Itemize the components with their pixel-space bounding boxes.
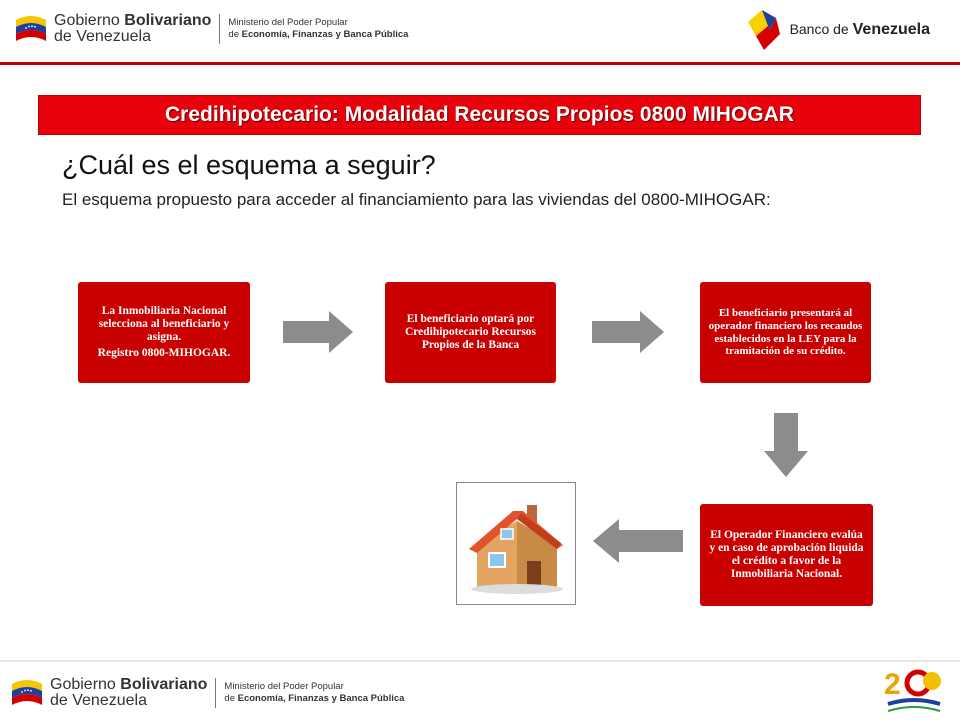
ministry-line1: Ministerio del Poder Popular [228,17,348,29]
footer-gov-logo [10,676,404,710]
footer-divider [0,660,960,662]
gov-name-line2: de Venezuela [54,28,151,45]
flow-step-4-text: El Operador Financiero evalúa y en caso de aprobación liquida el crédito a favor de la Inmobiliaria Nacional. [709,528,864,581]
question-heading: ¿Cuál es el esquema a seguir? [62,150,436,180]
arrow-down-icon [764,413,808,477]
flow-step-3 [700,282,871,383]
header-divider [0,62,960,65]
flow-step-4 [700,504,873,606]
footer-ministry-line2-bold: Economía, Finanzas y Banca Pública [237,693,405,704]
flow-step-1 [78,282,250,383]
footer-ministry-line1: Ministerio del Poder Popular [224,681,344,693]
arrow-left-icon [593,519,683,563]
bank-logo [746,8,930,52]
bank-name-bold: Venezuela [852,21,930,38]
gov-name-bold: Bolivariano [124,12,212,29]
flow-step-3-text: El beneficiario presentará al operador financiero los recaudos establecidos en la LEY para la tramitación de su crédito. [708,307,863,358]
footer-gov-name-line2: de Venezuela [50,692,147,709]
footer-gov-name-bold: Bolivariano [120,676,208,693]
flow-step-1-text: La Inmobiliaria Nacional selecciona al beneficiario y asigna. [98,304,230,343]
title-banner [38,95,921,135]
gov-name-prefix: Gobierno [54,12,125,29]
house-icon [457,483,575,604]
flow-step-2-text: El beneficiario optará por Credihipotecario Recursos Propios de la Banca [404,312,537,352]
logo-divider [219,14,220,44]
banco-de-venezuela-icon [746,8,784,52]
juventud-bicentenaria-logo-icon [882,664,946,716]
arrow-right-icon [283,311,353,353]
venezuela-flag-icon [14,12,48,46]
intro-text: El esquema propuesto para acceder al financiamiento para las viviendas del 0800-MIHOGAR: [62,190,771,209]
flow-step-1-registry: Registro 0800-MIHOGAR. [97,347,231,360]
slide-title: Credihipotecario: Modalidad Recursos Propios 0800 MIHOGAR [165,103,794,126]
gov-logo [14,12,408,46]
ministry-line2-prefix: de [228,29,242,40]
ministry-line2-bold: Economía, Finanzas y Banca Pública [241,29,409,40]
result-house-frame [456,482,576,605]
flow-step-2 [385,282,556,383]
footer-gov-name-prefix: Gobierno [50,676,121,693]
bank-name-prefix: Banco de [789,21,853,37]
arrow-right-icon [592,311,664,353]
header [0,0,960,62]
footer-ministry-line2-prefix: de [224,693,238,704]
venezuela-flag-icon [10,676,44,710]
footer-logo-divider [215,678,216,708]
svg-text:2: 2 [884,668,901,701]
